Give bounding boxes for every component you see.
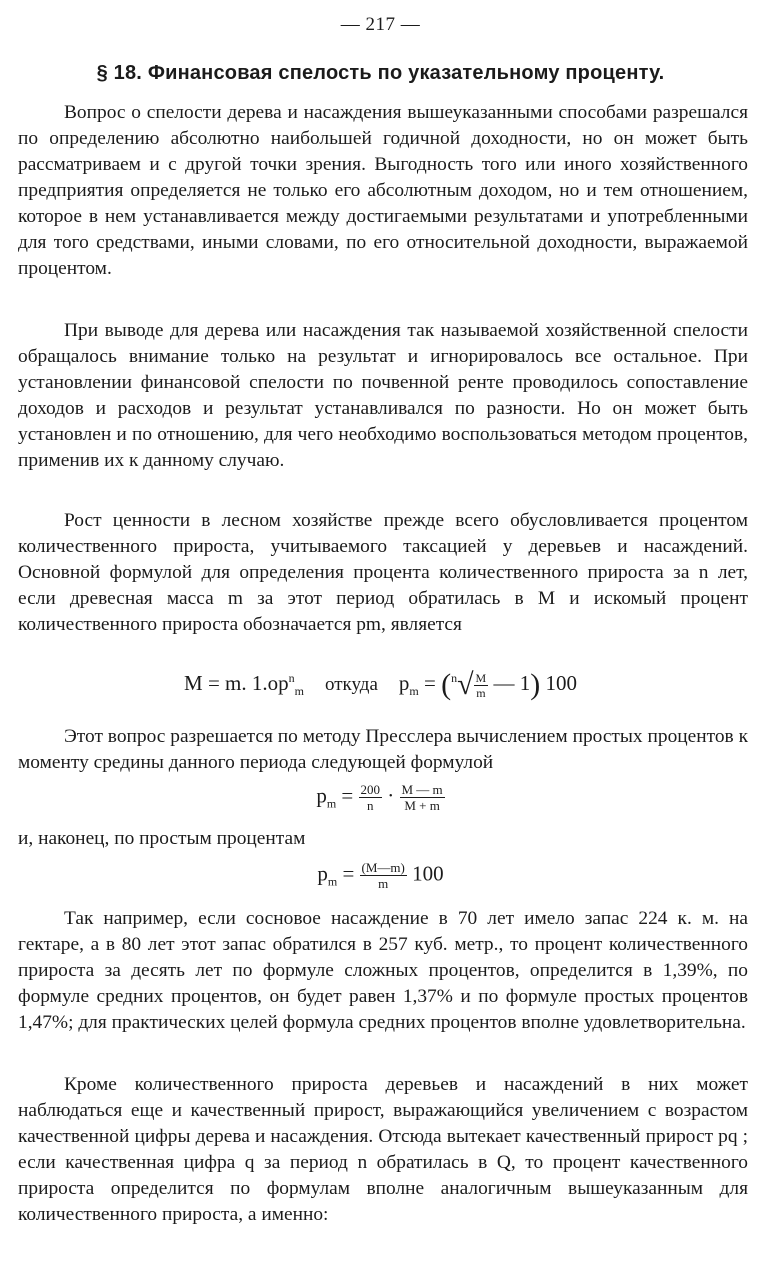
formula1-equals: = [423, 670, 436, 695]
formula1-open-paren: ( [441, 668, 452, 701]
section-heading: § 18. Финансовая спелость по указательному проценту. [96, 62, 665, 84]
paragraph-4: Этот вопрос разрешается по методу Пресслера вычислением простых процентов к моменту средины данного периода следующей формулой [18, 726, 748, 773]
formula1-frac-num: M [475, 670, 487, 685]
formula1-left-sup: n [288, 670, 295, 685]
formula2-frac2-num: M — m [401, 782, 443, 797]
formula1-left: M = m. 1.op [184, 670, 289, 695]
formula1-frac-den: m [474, 685, 489, 700]
formula3-times: 100 [412, 861, 444, 886]
formula1-minus-one: — 1 [493, 670, 531, 695]
paragraph-5: и, наконец, по простым процентам [18, 828, 306, 849]
formula1-left-sub: m [294, 684, 304, 698]
formula1-root-sign: √ [457, 668, 474, 701]
formula1-middle: откуда [324, 673, 378, 695]
formula2-frac1-num: 200 [360, 782, 380, 797]
paragraph-1: Вопрос о спелости дерева и насаждения вышеуказанными способами разрешался по определению абсолютно наибольшей годичной доходности, но он может быть рассматриваем и с другой точки зрения. Выгодность того или иного хозяйственного предприятия определяется не только его абсолютным доходом, но и тем отношением, которое в нем устанавливается между достигаемыми результатами и употребленными для того средствами, иными словами, по его относительной доходности, выражаемой процентом. [18, 102, 748, 279]
formula2-lhs: p [316, 783, 327, 808]
page-number: — 217 — [340, 14, 421, 35]
paragraph-2: При выводе для дерева или насаждения так называемой хозяйственной спелости обращалось внимание только на результат и игнорировалось все остальное. При установлении финансовой спелости по почвенной ренте проводилось сопоставление доходов и расходов и результат устанавливался по разности. Но он может быть установлен и по отношению, для чего необходимо воспользоваться методом процентов, применив их к данному случаю. [18, 320, 748, 471]
formula-compound-interest [0, 668, 761, 702]
formula1-pm: p [398, 670, 410, 695]
formula1-times: 100 [545, 670, 577, 695]
formula3-lhs-sub: m [327, 874, 338, 889]
paragraph-7: Кроме количественного прироста деревьев и насаждений в них может наблюдаться еще и качественный прирост, выражающийся увеличением с возрастом качественной цифры дерева и насаждения. Отсюда вытекает качественный прирост pq ; если качественная цифра q за период n обратилась в Q, то процент качественного прироста определится по формулам вполне аналогичным вышеуказанным для количественного прироста, а именно: [18, 1074, 748, 1225]
formula2-fraction2 [400, 782, 445, 813]
formula3-lhs: p [317, 861, 328, 886]
formula2-dot: · [387, 783, 395, 808]
formula-simple-interest [0, 860, 761, 891]
formula-pressler [0, 782, 761, 813]
formula1-fraction [474, 671, 489, 700]
paragraph-3: Рост ценности в лесном хозяйстве прежде всего обусловливается процентом количественного прироста, учитываемого таксацией у деревьев и насаждений. Основной формулой для определения процента количественного прироста за n лет, если древесная масса m за этот период обратилась в M и искомый процент количественного прироста обозначается pm, является [18, 510, 748, 635]
formula1-root-index: n [451, 670, 458, 685]
formula2-frac1-den: n [359, 797, 383, 813]
formula2-frac2-den: M + m [400, 797, 445, 813]
formula3-equals: = [342, 861, 355, 886]
formula2-equals: = [341, 783, 354, 808]
paragraph-6: Так например, если сосновое насаждение в 70 лет имело запас 224 к. м. на гектаре, а в 80 лет этот запас обратился в 257 куб. метр., то процент количественного прироста за десять лет по формуле сложных процентов, определится в 1,39%, по формуле средних процентов, он будет равен 1,37% и по формуле простых процентов 1,47%; для практических целей формула средних процентов вполне удовлетворительна. [18, 908, 748, 1033]
formula3-frac-num: (M—m) [361, 860, 405, 875]
formula1-pm-sub: m [409, 684, 419, 698]
formula2-fraction1 [359, 782, 383, 813]
formula3-fraction [360, 860, 407, 891]
formula3-frac-den: m [360, 875, 407, 891]
formula1-close-paren: ) [530, 668, 541, 701]
formula2-lhs-sub: m [326, 796, 337, 811]
